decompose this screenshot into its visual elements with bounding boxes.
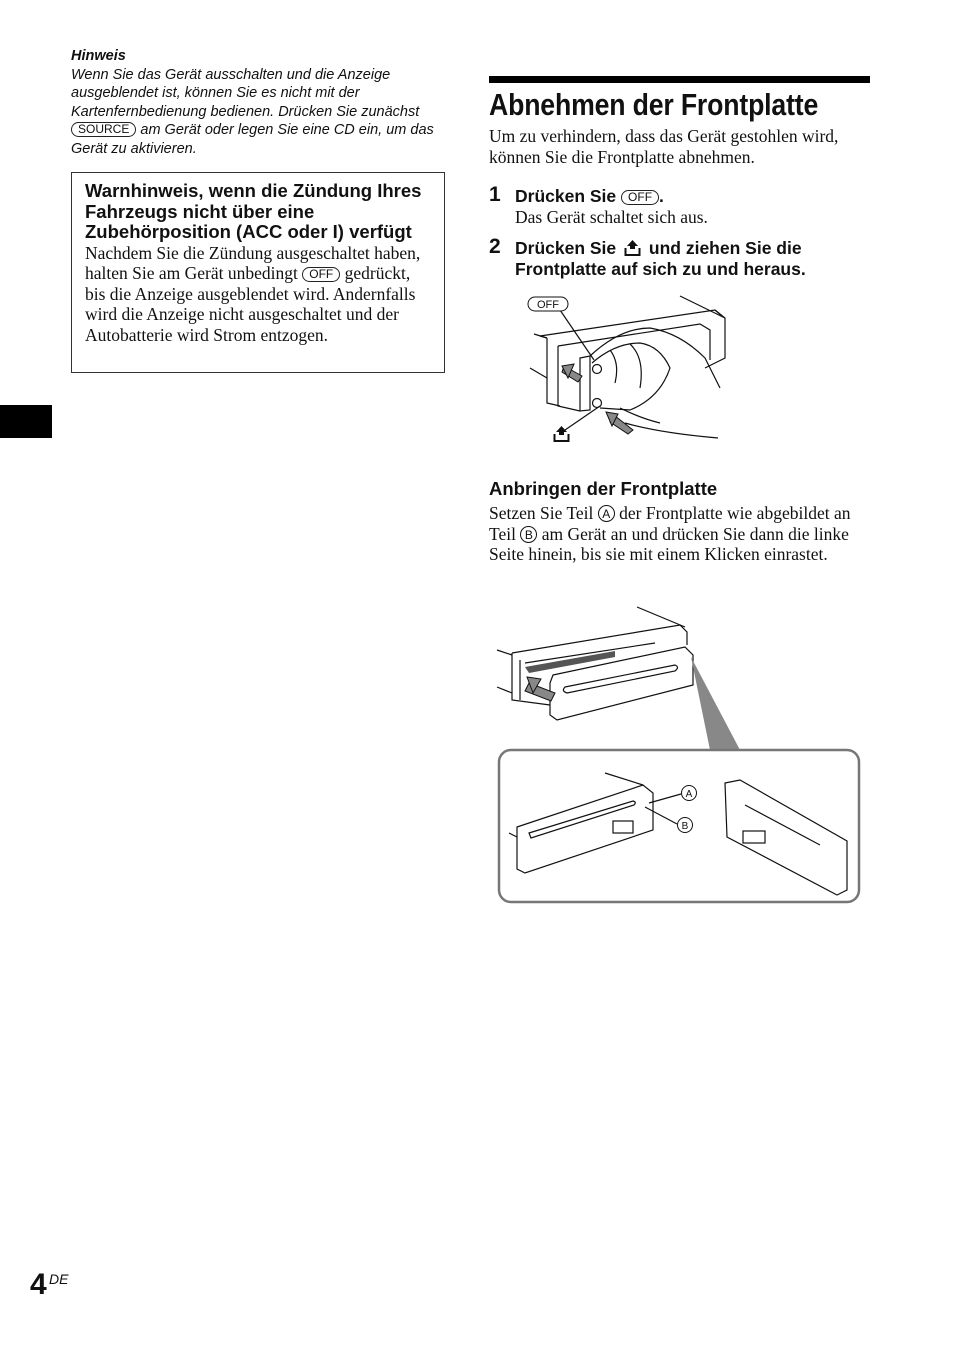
figure-off-label: OFF (537, 299, 559, 311)
part-b-marker: B (520, 526, 537, 543)
step-1-period: . (659, 186, 664, 206)
step-1-number: 1 (489, 183, 501, 206)
warning-text (85, 243, 432, 346)
heading-rule (489, 76, 870, 83)
warning-text-b: gedrückt, bis die Anzeige ausgeblendet wird. Andernfalls wird die Anzeige nicht ausgeschaltet und der Autobatterie wird Strom entzogen. (85, 263, 416, 345)
part-a-marker: A (598, 505, 615, 522)
step-2-text-b: und ziehen Sie die Frontplatte auf sich zu und heraus. (515, 238, 806, 279)
note-text (71, 66, 461, 159)
attach-text-b: der Frontplatte wie abgebildet an Teil (489, 503, 851, 544)
off-key-label: OFF (621, 190, 659, 205)
attach-heading: Anbringen der Frontplatte (489, 478, 718, 499)
section-tab-marker (0, 405, 52, 438)
page-number: 4 (30, 1268, 47, 1301)
attach-text (489, 503, 869, 565)
figure-release-icon (555, 426, 569, 441)
warning-text-a: Nachdem Sie die Zündung ausgeschaltet haben, halten Sie am Gerät unbedingt (85, 242, 421, 283)
section-intro: Um zu verhindern, dass das Gerät gestohlen wird, können Sie die Frontplatte abnehmen. (489, 126, 839, 167)
figure-label-a: A (685, 789, 693, 800)
note-block (71, 47, 461, 158)
section-heading: Abnehmen der Frontplatte (489, 87, 819, 122)
figure-label-b: B (681, 821, 689, 832)
attach-text-c: am Gerät an und drücken Sie dann die linke Seite hinein, bis sie mit einem Klicken einrastet. (489, 523, 849, 564)
warning-box (71, 172, 445, 373)
step-1-text: Drücken Sie (515, 186, 617, 206)
attach-text-a: Setzen Sie Teil (489, 503, 594, 523)
remove-panel-illustration (520, 288, 740, 453)
off-key-label: OFF (302, 267, 340, 282)
step-2-text-a: Drücken Sie (515, 238, 617, 258)
warning-title: Warnhinweis, wenn die Zündung Ihres Fahrzeugs nicht über eine Zubehörposition (ACC oder I) verfügt (85, 180, 422, 242)
release-icon (624, 239, 641, 256)
step-1-result: Das Gerät schaltet sich aus. (515, 207, 708, 227)
step-2-title (515, 238, 865, 280)
note-text-b: am Gerät oder legen Sie eine CD ein, um das Gerät zu aktivieren. (71, 122, 434, 157)
source-key-label: SOURCE (71, 122, 136, 137)
note-text-a: Wenn Sie das Gerät ausschalten und die Anzeige ausgeblendet ist, können Sie es nicht mit der Kartenfernbedienung bedienen. Drücken Sie zunächst (71, 66, 420, 120)
note-title: Hinweis (71, 48, 126, 64)
attach-panel-illustration (495, 605, 865, 907)
page-language-suffix: DE (49, 1271, 69, 1287)
step-1-title (515, 186, 664, 207)
step-2-number: 2 (489, 235, 501, 258)
